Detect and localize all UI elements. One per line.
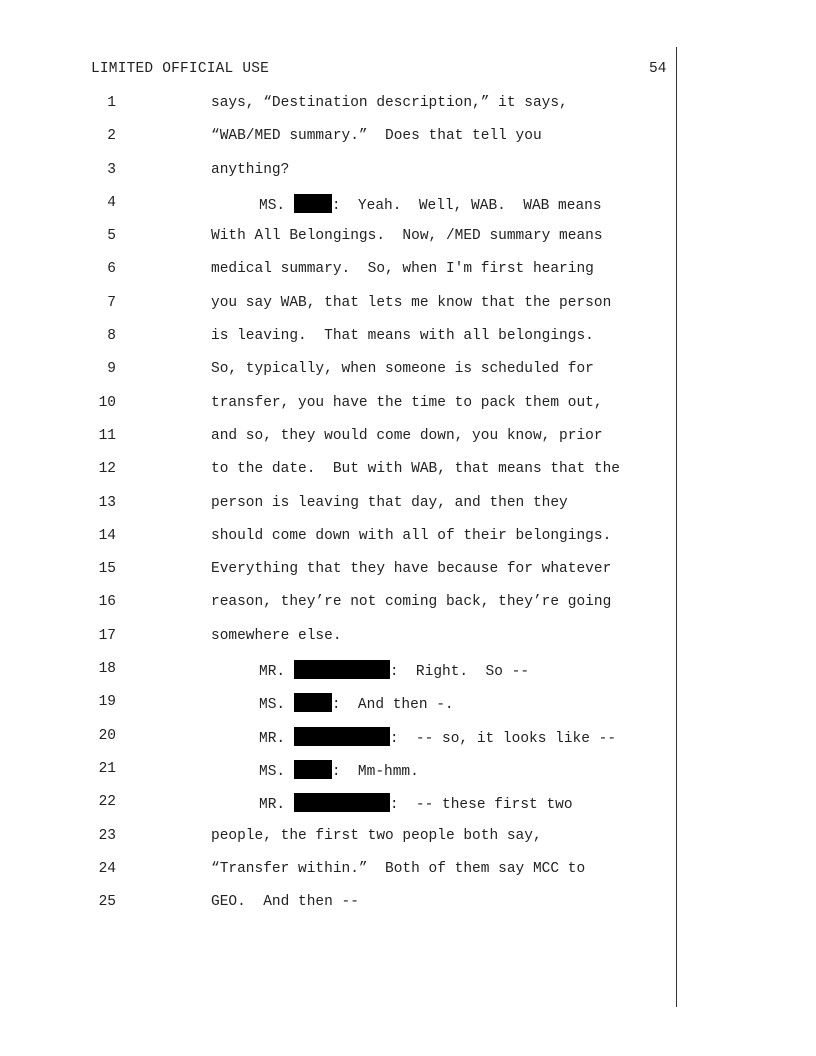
transcript-line xyxy=(0,827,676,860)
speaker-title: MR. xyxy=(259,664,286,681)
line-number: 24 xyxy=(98,860,116,877)
redaction-box xyxy=(294,660,390,679)
transcript-line xyxy=(0,94,676,127)
transcript-line xyxy=(0,660,676,693)
transcript-line xyxy=(0,893,676,926)
line-number: 11 xyxy=(98,427,116,444)
line-number: 6 xyxy=(107,261,116,278)
line-number: 2 xyxy=(107,128,116,145)
line-text: “WAB/MED summary.” Does that tell you xyxy=(211,128,542,145)
line-number: 16 xyxy=(98,594,116,611)
transcript-line xyxy=(0,560,676,593)
line-text: : -- so, it looks like -- xyxy=(389,730,617,747)
line-text: and so, they would come down, you know, prior xyxy=(211,427,603,444)
line-text: “Transfer within.” Both of them say MCC to xyxy=(211,860,586,877)
line-text: : Mm-hmm. xyxy=(331,763,419,780)
line-number: 5 xyxy=(107,228,116,245)
speaker-line xyxy=(259,660,529,681)
page-number: 54 xyxy=(649,61,667,77)
transcript-line xyxy=(0,294,676,327)
transcript-line xyxy=(0,161,676,194)
line-text: reason, they’re not coming back, they’re going xyxy=(211,594,612,611)
speaker-title: MR. xyxy=(259,730,286,747)
line-text: GEO. And then -- xyxy=(211,894,359,911)
line-text: should come down with all of their belongings. xyxy=(211,527,612,544)
line-number: 14 xyxy=(98,527,116,544)
speaker-title: MS. xyxy=(259,197,286,214)
line-text: medical summary. So, when I'm first hearing xyxy=(211,261,594,278)
line-text: anything? xyxy=(211,161,290,178)
speaker-line xyxy=(259,194,602,215)
speaker-title: MS. xyxy=(259,763,286,780)
redaction-box xyxy=(294,793,390,812)
transcript-line xyxy=(0,127,676,160)
transcript-line xyxy=(0,627,676,660)
line-number: 3 xyxy=(107,161,116,178)
speaker-title: MS. xyxy=(259,697,286,714)
line-number: 13 xyxy=(98,494,116,511)
line-number: 23 xyxy=(98,827,116,844)
transcript-line xyxy=(0,793,676,826)
line-text: people, the first two people both say, xyxy=(211,827,542,844)
transcript-line xyxy=(0,427,676,460)
transcript-line xyxy=(0,460,676,493)
transcript-lines xyxy=(0,94,676,926)
line-text: With All Belongings. Now, /MED summary means xyxy=(211,228,603,245)
speaker-title: MR. xyxy=(259,797,286,814)
line-number: 17 xyxy=(98,627,116,644)
redaction-box xyxy=(294,693,332,712)
line-number: 22 xyxy=(98,794,116,811)
right-margin-rule xyxy=(676,47,677,1007)
transcript-line xyxy=(0,860,676,893)
redaction-box xyxy=(294,727,390,746)
line-text: : Yeah. Well, WAB. WAB means xyxy=(331,197,602,214)
line-text: says, “Destination description,” it says, xyxy=(211,95,568,111)
line-text: transfer, you have the time to pack them out, xyxy=(211,394,603,411)
transcript-line xyxy=(0,727,676,760)
line-number: 9 xyxy=(107,361,116,378)
line-text: somewhere else. xyxy=(211,627,342,644)
line-text: to the date. But with WAB, that means that the xyxy=(211,461,620,478)
line-number: 1 xyxy=(107,95,116,111)
transcript-line xyxy=(0,227,676,260)
line-text: So, typically, when someone is scheduled for xyxy=(211,361,594,378)
redaction-box xyxy=(294,194,332,213)
line-number: 21 xyxy=(98,760,116,777)
line-number: 10 xyxy=(98,394,116,411)
line-text: : And then -. xyxy=(331,697,454,714)
transcript-line xyxy=(0,760,676,793)
transcript-line xyxy=(0,260,676,293)
transcript-line xyxy=(0,394,676,427)
line-number: 19 xyxy=(98,694,116,711)
line-text: you say WAB, that lets me know that the person xyxy=(211,294,612,311)
line-text: Everything that they have because for whatever xyxy=(211,561,612,578)
line-text: : Right. So -- xyxy=(389,664,530,681)
transcript-line xyxy=(0,693,676,726)
classification-header: LIMITED OFFICIAL USE xyxy=(91,61,270,77)
line-number: 4 xyxy=(107,194,116,211)
line-number: 7 xyxy=(107,294,116,311)
transcript-line xyxy=(0,494,676,527)
line-number: 25 xyxy=(98,894,116,911)
transcript-line xyxy=(0,527,676,560)
redaction-box xyxy=(294,760,332,779)
speaker-line xyxy=(259,793,573,814)
transcript-line xyxy=(0,327,676,360)
line-number: 15 xyxy=(98,561,116,578)
speaker-line xyxy=(259,693,454,714)
transcript-line xyxy=(0,360,676,393)
line-number: 12 xyxy=(98,461,116,478)
speaker-line xyxy=(259,760,419,781)
line-number: 18 xyxy=(98,661,116,678)
line-number: 20 xyxy=(98,727,116,744)
line-text: is leaving. That means with all belongings. xyxy=(211,328,594,345)
transcript-line xyxy=(0,593,676,626)
transcript-line xyxy=(0,194,676,227)
speaker-line xyxy=(259,727,616,748)
line-text: : -- these first two xyxy=(389,797,573,814)
line-number: 8 xyxy=(107,328,116,345)
line-text: person is leaving that day, and then they xyxy=(211,494,568,511)
